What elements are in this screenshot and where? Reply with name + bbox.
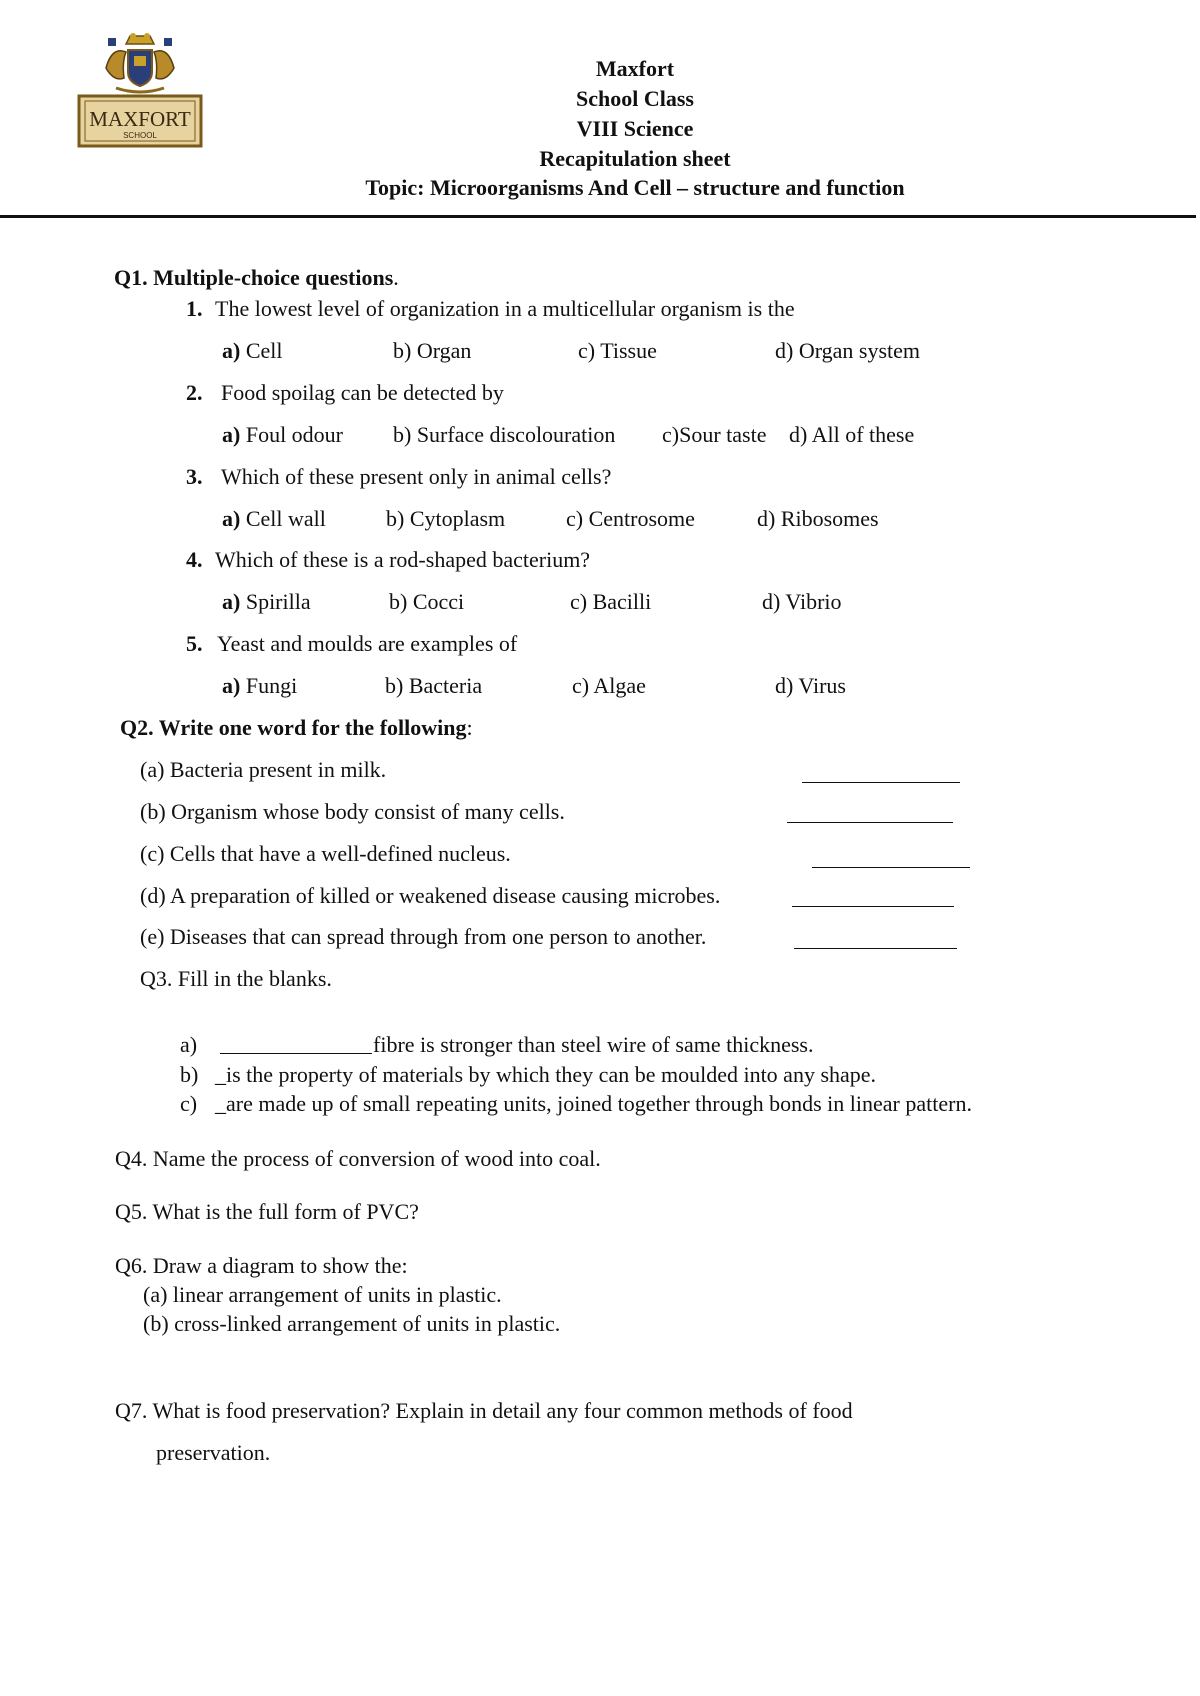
q2-title-end: : [466,715,473,740]
q1-4-option-c: c) Bacilli [570,589,652,614]
q1-5-option-b: b) Bacteria [385,673,483,698]
q3-item-b-text: _is the property of materials by which they can be moulded into any shape. [215,1062,877,1087]
q1-5-number: 5. [186,631,203,656]
q1-3-text: Which of these present only in animal cells? [221,464,612,489]
logo-subtext: SCHOOL [123,131,157,140]
q1-2-number: 2. [186,380,203,405]
q1-5-option-a: a) Fungi [222,673,298,698]
q2-answer-blank-c[interactable] [812,867,970,868]
q2-item-d: (d) A preparation of killed or weakened disease causing microbes. [140,883,721,908]
header-topic: Topic: Microorganisms And Cell – structure and function [365,175,905,200]
q1-3-option-b: b) Cytoplasm [386,506,506,531]
q1-2-option-b: b) Surface discolouration [393,422,616,447]
q1-2-option-a: a) Foul odour [222,422,344,447]
q2-heading [120,715,473,741]
header-subject: VIII Science [576,116,694,141]
q1-5-option-d: d) Virus [775,673,846,698]
q1-4-option-d: d) Vibrio [762,589,842,614]
q4-text: Q4. Name the process of conversion of wood into coal. [115,1146,601,1171]
q1-2-option-d: d) All of these [789,422,915,447]
q6-item-a: (a) linear arrangement of units in plastic. [143,1282,502,1307]
q5-text: Q5. What is the full form of PVC? [115,1199,419,1224]
q2-answer-blank-b[interactable] [787,822,953,823]
q1-1-option-a: a) Cell [222,338,283,363]
q1-2-text: Food spoilag can be detected by [221,380,504,405]
q7-text-line1: Q7. What is food preservation? Explain in detail any four common methods of food [115,1398,853,1423]
header-sheet-title: Recapitulation sheet [539,146,731,171]
q1-title: Q1. Multiple-choice questions [114,265,394,290]
q3-item-a-text: fibre is stronger than steel wire of same thickness. [373,1032,814,1057]
q7-text-line2: preservation. [156,1440,271,1465]
q3-heading: Q3. Fill in the blanks. [140,966,332,991]
q3-item-a-label: a) [180,1032,198,1057]
q1-heading [114,265,399,291]
logo-text: MAXFORT [89,107,191,131]
q6-item-b: (b) cross-linked arrangement of units in plastic. [143,1311,561,1336]
q1-2-option-c: c)Sour taste [662,422,767,447]
q1-3-option-c: c) Centrosome [566,506,695,531]
header-class: School Class [576,86,694,111]
q1-5-text: Yeast and moulds are examples of [217,631,518,656]
q2-item-b: (b) Organism whose body consist of many cells. [140,799,565,824]
q3-item-b-label: b) [180,1062,199,1087]
q2-item-e: (e) Diseases that can spread through from one person to another. [140,924,707,949]
q1-4-option-b: b) Cocci [389,589,465,614]
q3-answer-blank-a[interactable] [220,1053,372,1054]
q2-item-c: (c) Cells that have a well-defined nucleus. [140,841,511,866]
q2-item-a: (a) Bacteria present in milk. [140,757,387,782]
header-divider [0,215,1196,218]
q1-4-text: Which of these is a rod-shaped bacterium? [215,547,591,572]
q1-4-number: 4. [186,547,203,572]
q1-1-option-c: c) Tissue [578,338,657,363]
q1-title-end: . [393,265,399,290]
q1-5-option-c: c) Algae [572,673,646,698]
q2-answer-blank-a[interactable] [802,782,960,783]
q3-item-c-label: c) [180,1091,198,1116]
header-school-name: Maxfort [595,56,675,81]
q1-3-option-a: a) Cell wall [222,506,326,531]
q2-title: Q2. Write one word for the following [120,715,467,740]
q1-3-option-d: d) Ribosomes [757,506,879,531]
q2-answer-blank-d[interactable] [792,906,954,907]
q1-4-option-a: a) Spirilla [222,589,311,614]
q1-3-number: 3. [186,464,203,489]
q2-answer-blank-e[interactable] [794,948,957,949]
q1-1-number: 1. [186,296,203,321]
q1-1-option-d: d) Organ system [775,338,921,363]
q6-heading: Q6. Draw a diagram to show the: [115,1253,408,1278]
q1-1-text: The lowest level of organization in a multicellular organism is the [215,296,795,321]
q1-1-option-b: b) Organ [393,338,472,363]
q3-item-c-text: _are made up of small repeating units, joined together through bonds in linear pattern. [215,1091,972,1116]
